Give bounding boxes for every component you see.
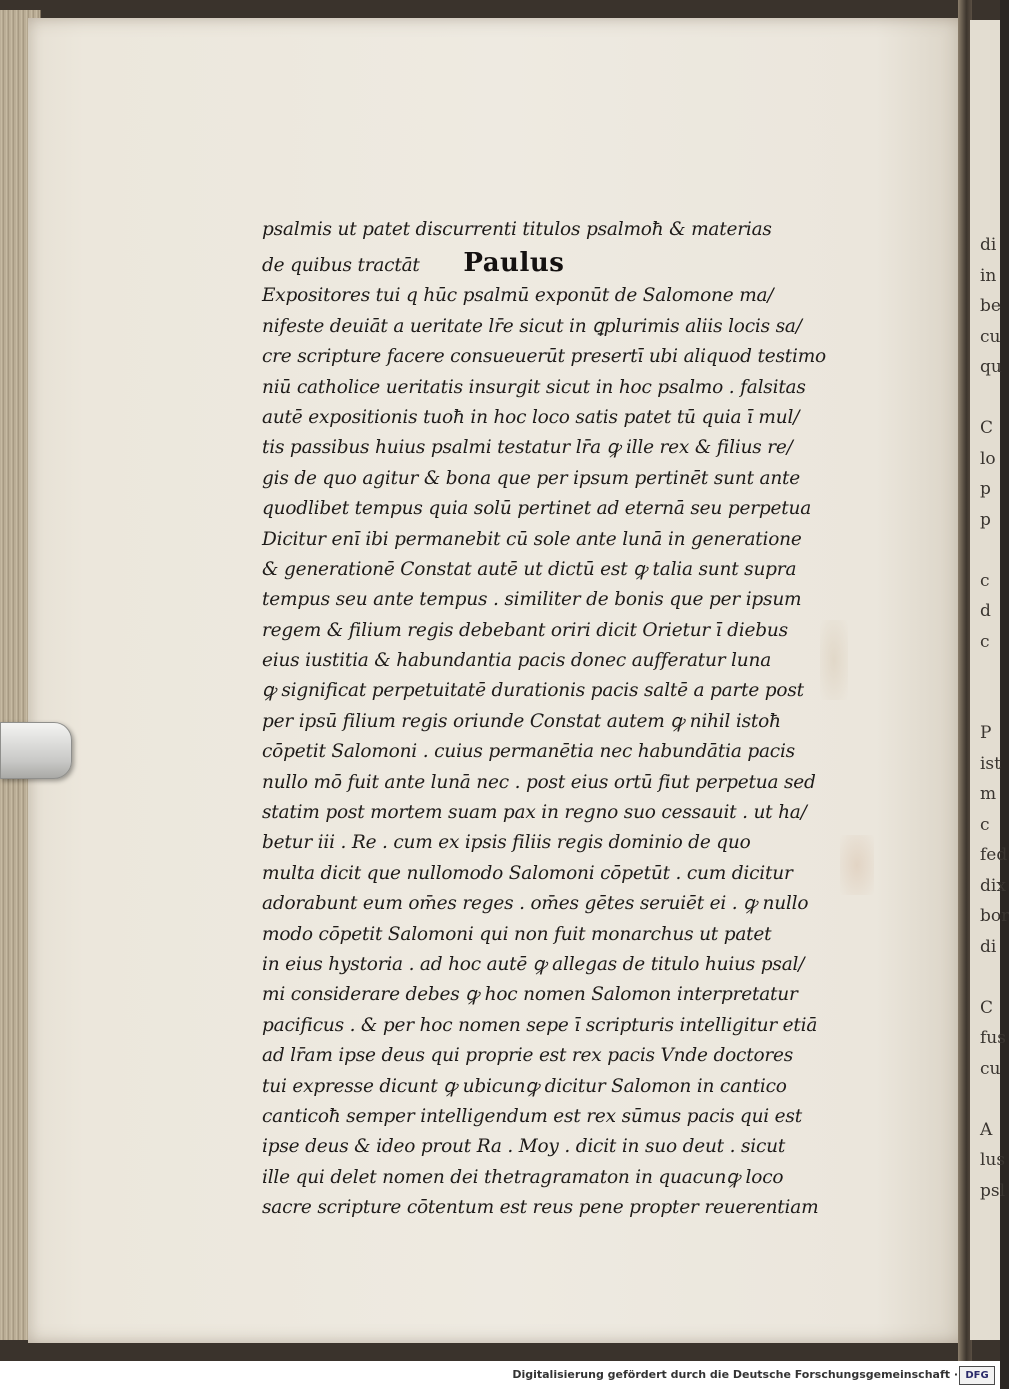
facing-page-fragment: [980, 688, 1000, 719]
facing-page-fragment: d: [980, 601, 991, 621]
facing-page-fragment: cu: [980, 326, 1001, 347]
text-line: cōpetit Salomoni . cuius permanētia nec habundātia pacis: [262, 741, 795, 763]
body-lines: [262, 281, 862, 1223]
incunable-text-block: [262, 215, 862, 1224]
text-line: nifeste deuiāt a ueritate lr̄e sicut in ꝗplurimis aliis locis sa/: [262, 315, 802, 337]
text-line: betur iii . Re . cum ex ipsis filiis regis dominio de quo: [262, 832, 751, 854]
text-line: mi considerare debes ꝙ hoc nomen Salomon interpretatur: [262, 984, 798, 1006]
facing-page-fragment: c: [980, 814, 990, 835]
facing-page-fragment: qu: [980, 357, 1002, 377]
text-line: ille qui delet nomen dei thetragramaton in quacunꝙ loco: [262, 1166, 784, 1188]
text-line: regem & filium regis debebant oriri dicit Orietur ī diebus: [262, 619, 788, 641]
text-line: adorabunt eum om̄es reges . om̄es gētes seruiēt ei . ꝙ nullo: [262, 893, 809, 915]
page-clip: [0, 722, 72, 779]
facing-page-fragment: A: [980, 1119, 993, 1140]
text-line: multa dicit que nullomodo Salomoni cōpetūt . cum dicitur: [262, 862, 793, 884]
facing-page-fragment: c: [980, 570, 990, 591]
facing-page-fragment: ist: [980, 753, 1001, 774]
facing-page-fragment: fus: [980, 1028, 1006, 1048]
facing-page-fragment: lus: [980, 1150, 1006, 1170]
facing-page-fragment: dix: [980, 875, 1006, 896]
facing-page-fragment: psl: [980, 1180, 1006, 1201]
facing-page-fragment: di: [980, 936, 997, 957]
facing-page-fragment: be: [980, 296, 1001, 316]
facing-page-fragment: [980, 1084, 1000, 1115]
text-line: nullo mō fuit ante lunā nec . post eius ortū fiut perpetua sed: [262, 771, 816, 793]
facing-page-fragment: cu: [980, 1058, 1001, 1079]
facing-page-fragment: m: [980, 784, 997, 804]
text-line: Expositores tui q hūc psalmū exponūt de Salomone ma/: [262, 285, 774, 307]
text-line: pacificus . & per hoc nomen sepe ī scripturis intelligitur etiā: [262, 1014, 818, 1036]
text-line: ipse deus & ideo prout Ra . Moy . dicit in suo deut . sicut: [262, 1136, 786, 1158]
text-line: sacre scripture cōtentum est reus pene propter reuerentiam: [262, 1197, 819, 1219]
text-line: autē expositionis tuoħ in hoc loco satis patet tū quia ī mul/: [262, 406, 800, 428]
facing-page-text: [980, 230, 1009, 1206]
text-line: ad lr̄am ipse deus qui proprie est rex pacis Vnde doctores: [262, 1045, 794, 1067]
dfg-logo: DFG: [959, 1366, 995, 1385]
facing-page-fragment: p: [980, 509, 991, 530]
facing-page-fragment: bor: [980, 906, 1009, 926]
text-line: eius iustitia & habundantia pacis donec aufferatur luna: [262, 650, 772, 672]
facing-page-fragment: p: [980, 479, 991, 499]
text-line: de quibus tractāt: [262, 255, 420, 277]
text-line: in eius hystoria . ad hoc autē ꝙ allegas de titulo huius psal/: [262, 953, 805, 975]
text-line: modo cōpetit Salomoni qui non fuit monarchus ut patet: [262, 923, 772, 945]
text-line: & generationē Constat autē ut dictū est ꝙ talia sunt supra: [262, 558, 797, 580]
text-line: canticoħ semper intelligendum est rex sūmus pacis qui est: [262, 1105, 802, 1127]
funding-credit: Digitalisierung gefördert durch die Deutsche Forschungsgemeinschaft ·: [512, 1368, 958, 1381]
text-line: Dicitur enī ibi permanebit cū sole ante lunā in generatione: [262, 528, 802, 550]
facing-page-fragment: c: [980, 631, 990, 652]
text-line: ꝙ significat perpetuitatē durationis pacis saltē a parte post: [262, 680, 804, 702]
facing-page-fragment: in: [980, 265, 997, 286]
text-line: cre scripture facere consueuerūt presertī ubi aliquod testimo: [262, 346, 826, 368]
facing-page-fragment: C: [980, 418, 994, 438]
facing-page-fragment: [980, 535, 1000, 566]
facing-page-fragment: [980, 383, 1000, 414]
text-line: tui expresse dicunt ꝙ ubicunꝙ dicitur Salomon in cantico: [262, 1075, 787, 1097]
footer-bar: [0, 1361, 1000, 1389]
facing-page-fragment: fed: [980, 845, 1008, 865]
text-line: quodlibet tempus quia solū pertinet ad eternā seu perpetua: [262, 498, 812, 520]
text-line: per ipsū filium regis oriunde Constat autem ꝙ nihil istoħ: [262, 710, 781, 732]
facing-page-fragment: [980, 962, 1000, 993]
facing-page-fragment: di: [980, 235, 997, 255]
section-heading: Paulus: [463, 248, 565, 279]
text-line: statim post mortem suam pax in regno suo cessauit . ut ha/: [262, 802, 807, 824]
text-line: psalmis ut patet discurrenti titulos psalmoħ & materias: [262, 219, 772, 240]
heading-row: [262, 245, 862, 281]
text-line: tempus seu ante tempus . similiter de bonis que per ipsum: [262, 589, 802, 611]
text-line: gis de quo agitur & bona que per ipsum pertinēt sunt ante: [262, 467, 801, 489]
text-line: tis passibus huius psalmi testatur lr̄a ꝙ ille rex & filius re/: [262, 437, 793, 459]
facing-page-fragment: C: [980, 997, 994, 1018]
facing-page-fragment: lo: [980, 448, 996, 469]
text-line: niū catholice ueritatis insurgit sicut in hoc psalmo . falsitas: [262, 376, 806, 398]
facing-page-fragment: P: [980, 723, 992, 743]
facing-page-fragment: [980, 657, 1000, 688]
